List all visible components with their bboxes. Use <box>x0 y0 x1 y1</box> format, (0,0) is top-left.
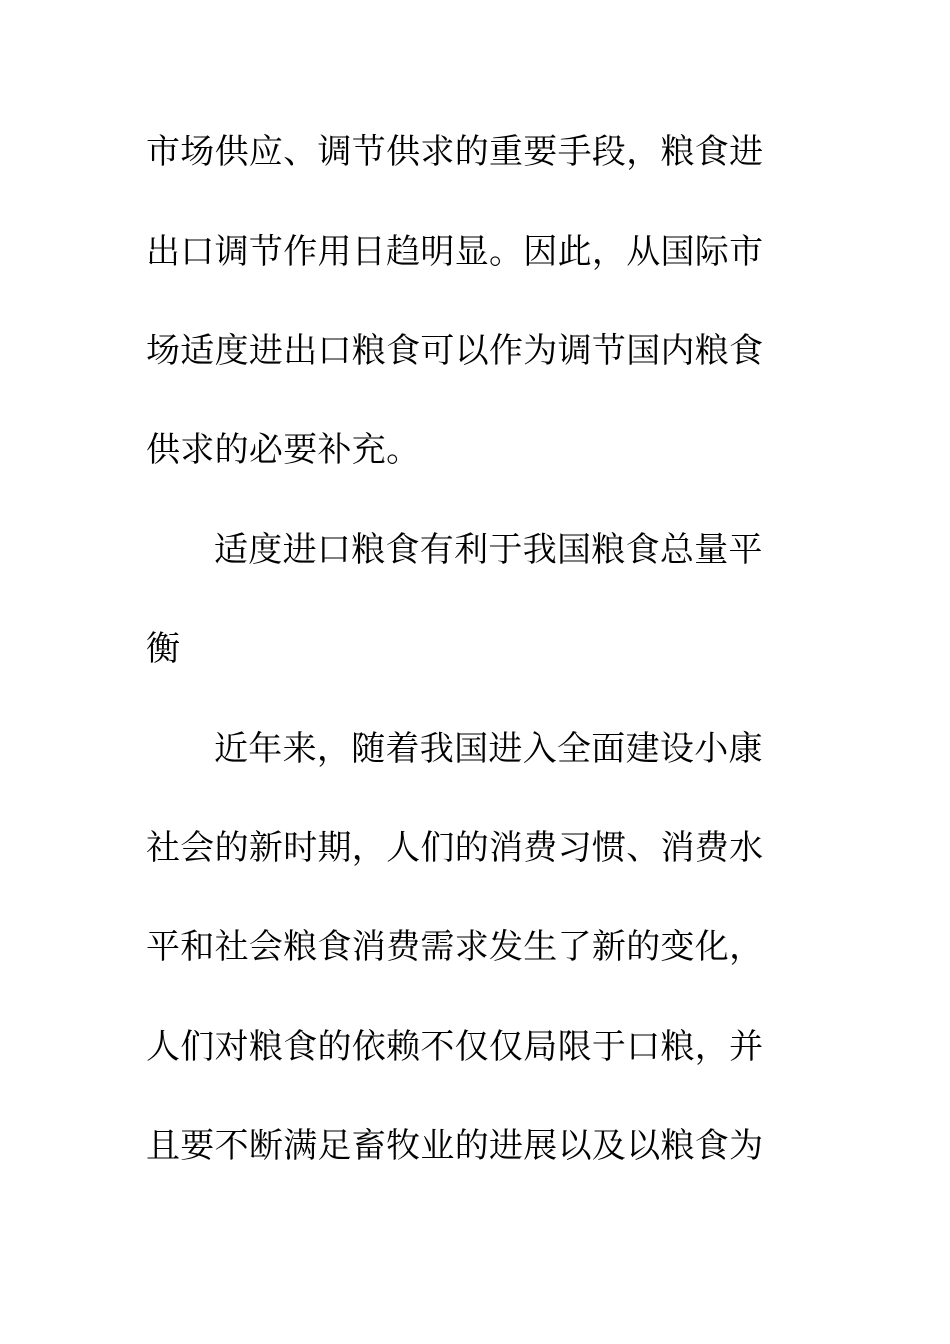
paragraph-line: 场适度进出口粮食可以作为调节国内粮食 <box>146 331 764 371</box>
paragraph-line: 近年来，随着我国进入全面建设小康 <box>214 729 763 769</box>
paragraph-line: 社会的新时期，人们的消费习惯、消费水 <box>146 828 764 868</box>
section-heading-line: 适度进口粮食有利于我国粮食总量平 <box>214 530 763 570</box>
paragraph-line: 供求的必要补充。 <box>146 430 421 470</box>
paragraph-line: 市场供应、调节供求的重要手段，粮食进 <box>146 132 764 172</box>
paragraph-line: 且要不断满足畜牧业的进展以及以粮食为 <box>146 1126 764 1166</box>
paragraph-line: 人们对粮食的依赖不仅仅局限于口粮，并 <box>146 1027 764 1067</box>
paragraph-line: 平和社会粮食消费需求发生了新的变化， <box>146 927 764 967</box>
paragraph-line: 出口调节作用日趋明显。因此，从国际市 <box>146 232 764 272</box>
section-heading-line: 衡 <box>146 629 181 669</box>
